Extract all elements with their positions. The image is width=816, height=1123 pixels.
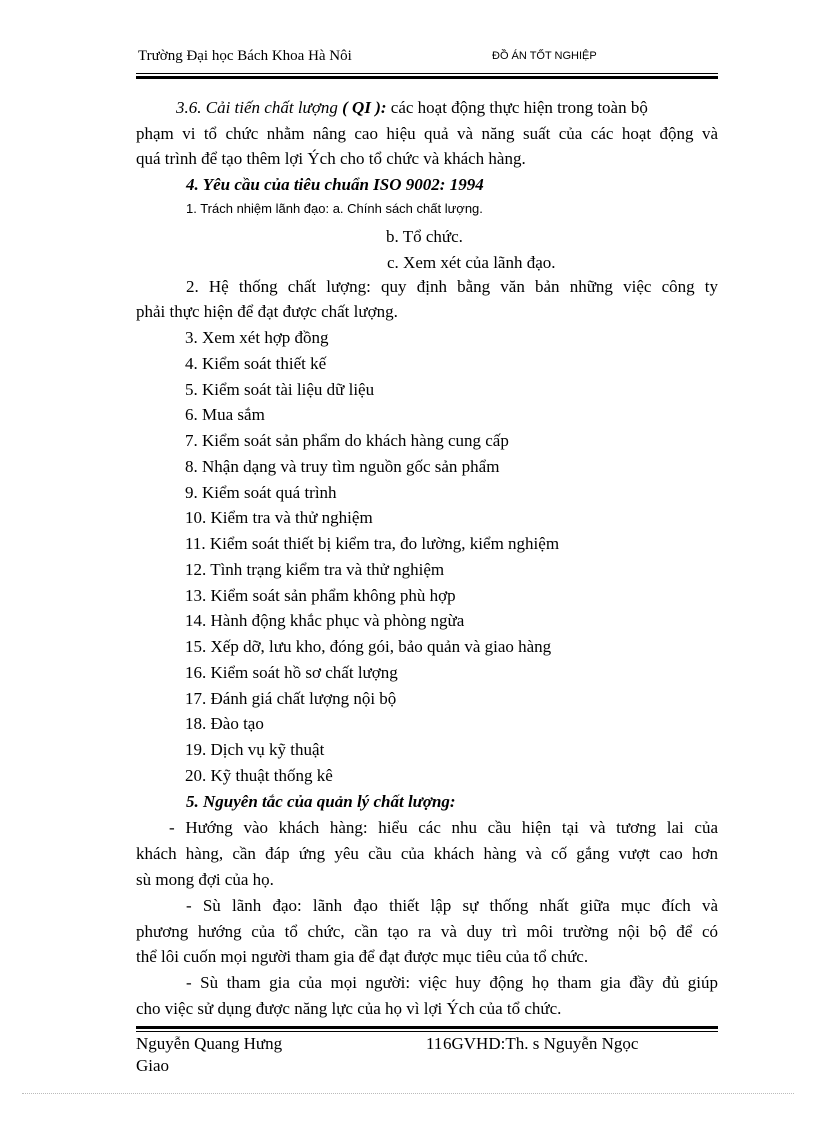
section-4-list-item: 14. Hành động khắc phục và phòng ngừa <box>185 611 465 630</box>
header-rule-thin <box>136 73 718 74</box>
page-bottom-border <box>22 1093 794 1094</box>
section-4-list-item: 15. Xếp dỡ, lưu kho, đóng gói, bảo quản và giao hàng <box>185 637 552 656</box>
footer-author: Nguyễn Quang Hưng <box>136 1034 283 1053</box>
intro-lead: 3.6. Cải tiến chất lượng <box>176 98 338 117</box>
section-4-list-item: 10. Kiểm tra và thử nghiệm <box>185 508 373 527</box>
section-5-p2-line-2: phương hướng của tổ chức, cần tạo ra và duy trì môi trường nội bộ để có <box>136 922 718 941</box>
section-4-list-item: 4. Kiểm soát thiết kế <box>185 354 327 373</box>
section-4-list-item: 9. Kiểm soát quá trình <box>185 483 337 502</box>
section-5-p1-line-1: - Hướng vào khách hàng: hiểu các nhu cầu hiện tại và tương lai của <box>169 818 718 837</box>
header-document-title: ĐỒ ÁN TỐT NGHIỆP <box>492 50 597 62</box>
section-5-p3-line-2: cho việc sử dụng được năng lực của họ vì lợi Ých của tổ chức. <box>136 999 562 1018</box>
intro-line-3: quá trình để tạo thêm lợi Ých cho tổ chức và khách hàng. <box>136 149 526 168</box>
header-school-name: Trường Đại học Bách Khoa Hà Nôi <box>138 48 352 64</box>
section-4-list-item: 18. Đào tạo <box>185 714 264 733</box>
section-4-item-1: 1. Trách nhiệm lãnh đạo: a. Chính sách chất lượng. <box>186 201 483 216</box>
section-4-list-item: 13. Kiểm soát sản phẩm không phù hợp <box>185 586 456 605</box>
section-5-p2-line-1: - Sù lãnh đạo: lãnh đạo thiết lập sự thống nhất giữa mục đích và <box>186 896 718 915</box>
section-4-list-item: 3. Xem xét hợp đồng <box>185 328 329 347</box>
footer-advisor: 6GVHD:Th. s Nguyễn Ngọc <box>443 1034 639 1053</box>
footer-advisor-continued: Giao <box>136 1056 170 1075</box>
footer-rule-thick <box>136 1026 718 1029</box>
section-4-list-item: 5. Kiểm soát tài liệu dữ liệu <box>185 380 375 399</box>
section-4-list-item: 8. Nhận dạng và truy tìm nguồn gốc sản phẩm <box>185 457 500 476</box>
section-4-list-item: 20. Kỹ thuật thống kê <box>185 766 333 785</box>
intro-line-2: phạm vi tổ chức nhằm nâng cao hiệu quả và năng suất của các hoạt động và <box>136 124 718 143</box>
section-5-p1-line-2: khách hàng, cần đáp ứng yêu cầu của khách hàng và cố gắng vượt cao hơn <box>136 844 718 863</box>
section-4-item-2-line-1: 2. Hệ thống chất lượng: quy định bằng văn bản những việc công ty <box>186 277 718 296</box>
section-4-list-item: 11. Kiểm soát thiết bị kiểm tra, đo lường, kiểm nghiệm <box>185 534 560 553</box>
section-4-list-item: 7. Kiểm soát sản phẩm do khách hàng cung cấp <box>185 431 509 450</box>
section-4-item-1b: b. Tổ chức. <box>386 227 463 246</box>
footer-page-number: 11 <box>426 1034 443 1053</box>
section-5-p1-line-3: sù mong đợi của họ. <box>136 870 274 889</box>
section-5-p3-line-1: - Sù tham gia của mọi người: việc huy động họ tham gia đầy đủ giúp <box>186 973 718 992</box>
section-5-heading: 5. Nguyên tắc của quản lý chất lượng: <box>186 792 456 811</box>
section-5-p2-line-3: thể lôi cuốn mọi người tham gia để đạt được mục tiêu của tổ chức. <box>136 947 589 966</box>
section-4-heading: 4. Yêu cầu của tiêu chuẩn ISO 9002: 1994 <box>186 175 484 194</box>
footer-rule-thin <box>136 1031 718 1032</box>
section-4-item-2-line-2: phải thực hiện để đạt được chất lượng. <box>136 302 398 321</box>
section-4-list-item: 12. Tình trạng kiểm tra và thử nghiệm <box>185 560 445 579</box>
section-4-list-item: 6. Mua sắm <box>185 405 265 424</box>
section-4-list-item: 19. Dịch vụ kỹ thuật <box>185 740 325 759</box>
intro-line-1 <box>136 95 718 120</box>
section-4-list-item: 16. Kiểm soát hồ sơ chất lượng <box>185 663 398 682</box>
section-4-item-1c: c. Xem xét của lãnh đạo. <box>387 253 556 272</box>
header-rule-thick <box>136 76 718 79</box>
section-4-list-item: 17. Đánh giá chất lượng nội bộ <box>185 689 397 708</box>
intro-line-1-rest: các hoạt động thực hiện trong toàn bộ <box>386 98 648 117</box>
intro-tag: ( QI ): <box>342 98 387 117</box>
